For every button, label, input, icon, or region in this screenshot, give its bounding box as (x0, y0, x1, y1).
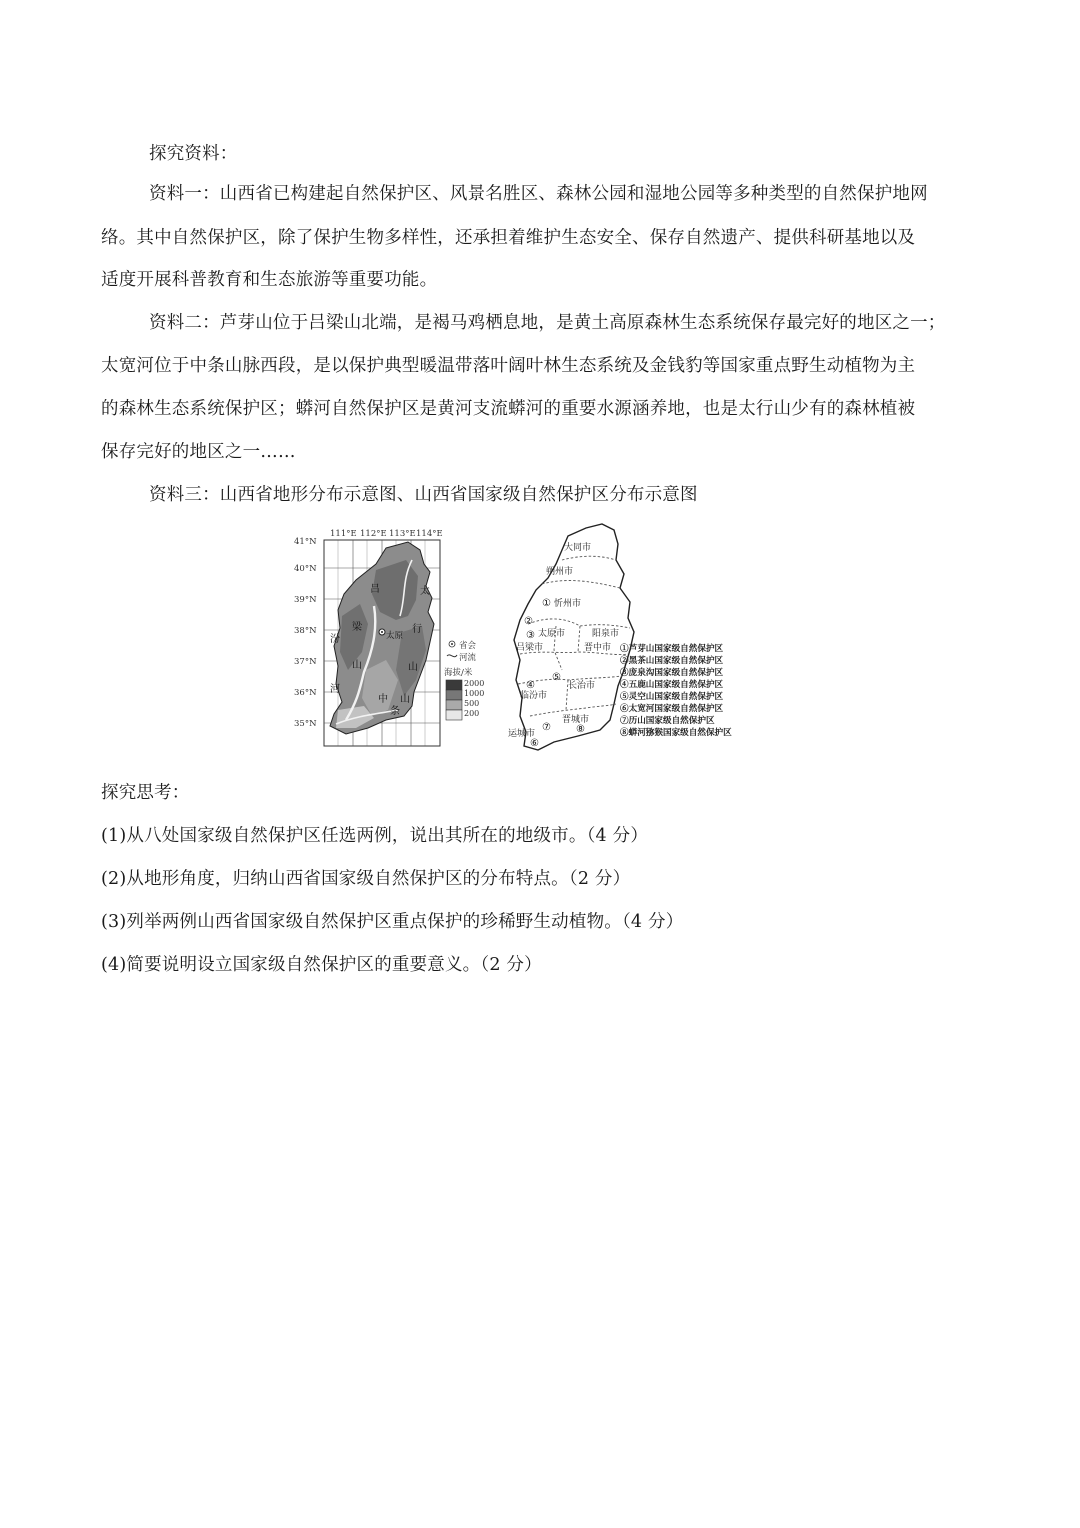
region-label-shan3: 山 (400, 694, 410, 705)
lat-label-38: 38°N (294, 626, 317, 636)
legend-elev-1000: 1000 (464, 689, 485, 698)
region-label-tiao: 条 (390, 706, 400, 717)
legend-elev-200: 200 (464, 709, 480, 718)
city-yangquan: 阳泉市 (592, 629, 620, 639)
reserve-legend-1: ①芦芽山国家级自然保护区 (620, 644, 724, 654)
region-label-he: 河 (330, 684, 340, 695)
city-linfen: 临汾市 (520, 691, 548, 701)
material1-line-1: 资料一：山西省已构建起自然保护区、风景名胜区、森林公园和湿地公园等多种类型的自然保护地网 (149, 184, 928, 204)
capital-label: 太原 (386, 631, 404, 641)
region-label-tai: 太 (420, 586, 430, 597)
material2-line-1: 资料二：芦芽山位于吕梁山北端，是褐马鸡栖息地，是黄土高原森林生态系统保存最完好的地区之一； (149, 313, 946, 333)
city-jincheng: 晋城市 (562, 715, 590, 725)
legend-capital: 省会 (459, 641, 477, 651)
region-label-shan2: 山 (408, 662, 418, 673)
marker-7: ⑦ (542, 722, 551, 733)
city-changzhi: 长治市 (568, 681, 596, 691)
question-1: (1)从八处国家级自然保护区任选两例，说出其所在的地级市。（4 分） (101, 826, 649, 846)
region-label-fen: 汾 (330, 634, 340, 645)
terrain-legend (444, 640, 484, 720)
city-taiyuan: 太原市 (538, 629, 566, 639)
city-yuncheng: 运城市 (508, 729, 536, 739)
reserve-legend (620, 642, 732, 738)
city-xinzhou: 忻州市 (554, 599, 582, 609)
lat-label-37: 37°N (294, 657, 317, 667)
marker-4: ④ (526, 680, 535, 691)
region-label-shan1: 山 (352, 660, 362, 671)
reserve-legend-2: ②黑茶山国家级自然保护区 (620, 656, 724, 666)
marker-8: ⑧ (576, 724, 585, 735)
question-4: (4)简要说明设立国家级自然保护区的重要意义。（2 分） (101, 955, 542, 975)
reserve-legend-7: ⑦历山国家级自然保护区 (620, 716, 715, 726)
reserve-legend-8: ⑧蟒河猕猴国家级自然保护区 (620, 728, 732, 738)
material1-line-3: 适度开展科普教育和生态旅游等重要功能。 (101, 270, 438, 290)
legend-elev-2000: 2000 (464, 679, 485, 688)
lat-label-36: 36°N (294, 688, 317, 698)
thinking-heading: 探究思考： (101, 783, 190, 803)
question-2: (2)从地形角度，归纳山西省国家级自然保护区的分布特点。（2 分） (101, 869, 631, 889)
marker-3: ③ (526, 630, 535, 641)
lat-label-41: 41°N (294, 537, 317, 547)
materials-heading: 探究资料： (149, 144, 238, 164)
region-label-hang: 行 (412, 624, 422, 635)
reserve-legend-5: ⑤灵空山国家级自然保护区 (620, 692, 724, 702)
city-shuozhou: 朔州市 (546, 567, 574, 577)
legend-elev-500: 500 (464, 699, 480, 708)
legend-elevation-title: 海拔/米 (444, 668, 473, 678)
lat-label-35: 35°N (294, 719, 317, 729)
material2-line-2: 太宽河位于中条山脉西段，是以保护典型暖温带落叶阔叶林生态系统及金钱豹等国家重点野生动植物为主 (101, 356, 916, 376)
reserve-legend-6: ⑥太宽河国家级自然保护区 (620, 704, 724, 714)
city-jinzhong: 晋中市 (584, 643, 612, 653)
maps-figure (294, 520, 764, 760)
lon-label-111: 111°E (330, 529, 357, 539)
legend-river: 河流 (459, 653, 477, 663)
region-label-zhong: 中 (378, 694, 388, 705)
reserve-legend-3: ③庞泉沟国家级自然保护区 (620, 668, 724, 678)
reserve-map (508, 524, 634, 750)
marker-1: ① (542, 598, 551, 609)
reserve-legend-4: ④五鹿山国家级自然保护区 (620, 680, 724, 690)
lon-label-112: 112°E (360, 529, 387, 539)
question-3: (3)列举两例山西省国家级自然保护区重点保护的珍稀野生动植物。（4 分） (101, 912, 684, 932)
marker-6: ⑥ (530, 738, 539, 749)
material2-line-4: 保存完好的地区之一…… (101, 442, 296, 462)
material1-line-2: 络。其中自然保护区，除了保护生物多样性，还承担着维护生态安全、保存自然遗产、提供科研基地以及 (101, 228, 916, 248)
marker-2: ② (524, 616, 533, 627)
lon-label-113: 113°E (389, 529, 416, 539)
region-label-lv: 吕 (370, 584, 380, 595)
lon-label-114: 114°E (416, 529, 443, 539)
lat-label-39: 39°N (294, 595, 317, 605)
city-datong: 大同市 (564, 543, 592, 553)
marker-5: ⑤ (552, 672, 561, 683)
material2-line-3: 的森林生态系统保护区；蟒河自然保护区是黄河支流蟒河的重要水源涵养地，也是太行山少有的森林植被 (101, 399, 916, 419)
material3-line: 资料三：山西省地形分布示意图、山西省国家级自然保护区分布示意图 (149, 485, 698, 505)
city-lvliang: 吕梁市 (516, 643, 544, 653)
region-label-liang: 梁 (352, 622, 362, 633)
lat-label-40: 40°N (294, 564, 317, 574)
terrain-map (294, 529, 443, 746)
